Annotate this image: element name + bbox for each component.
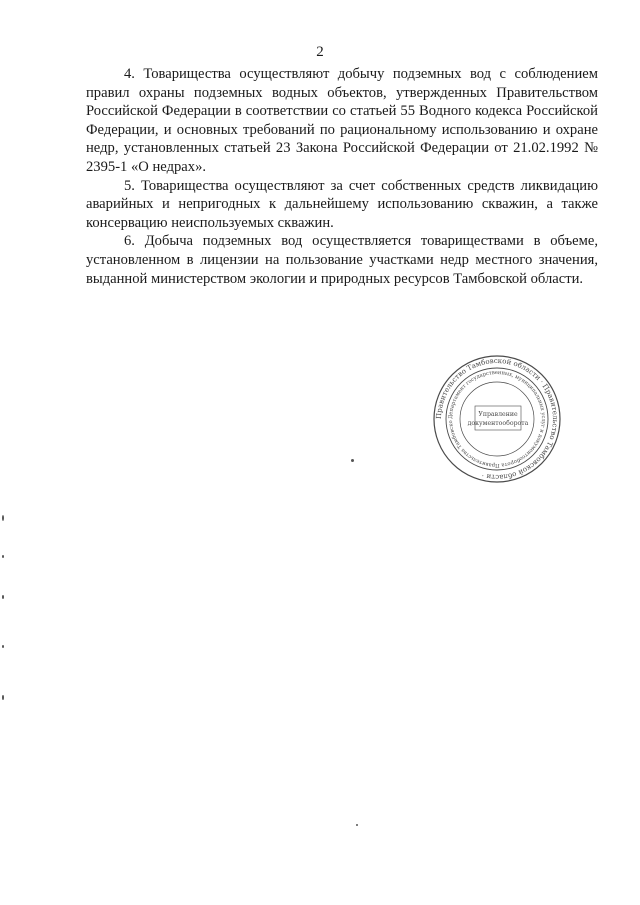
scan-speck	[356, 824, 358, 826]
page-number: 2	[316, 44, 324, 60]
stamp-center-line2: документооборота	[467, 420, 529, 427]
document-body	[86, 65, 598, 288]
stamp-inner-ring-text: Департамент государственных, муниципальных услуг и документооборота Правительства Тамбовско	[447, 369, 547, 469]
stamp-middle-border	[446, 368, 548, 470]
paragraph-6: 6. Добыча подземных вод осуществляется товариществами в объеме, установленном в лицензии на пользование участками недр местного значения, выданной министерством экологии и природных ресурсов Тамбовской области.	[86, 233, 598, 287]
stamp-outer-ring-text: Правительство Тамбовской области · Правительство Тамбовской области ·	[434, 356, 560, 482]
paragraph-5: 5. Товарищества осуществляют за счет собственных средств ликвидацию аварийных и непригодных к дальнейшему использованию скважин, а также консервацию неиспользуемых скважин.	[86, 177, 598, 231]
scan-margin-marks	[0, 515, 6, 715]
stamp-center-line1: Управление	[478, 411, 518, 418]
paragraph-4: 4. Товарищества осуществляют добычу подземных вод с соблюдением правил охраны подземных водных объектов, утвержденных Правительством Российской Федерации в соответствии со статьей 55 Водного кодекса Российской Федерации, и основных требований по рациональному использованию и охране недр, установленных статьей 23 Закона Российской Федерации от 21.02.1992 № 2395-1 «О недрах».	[86, 66, 598, 175]
stamp-inner-border	[460, 382, 534, 456]
official-seal-stamp	[432, 354, 562, 484]
scan-speck	[351, 459, 354, 462]
